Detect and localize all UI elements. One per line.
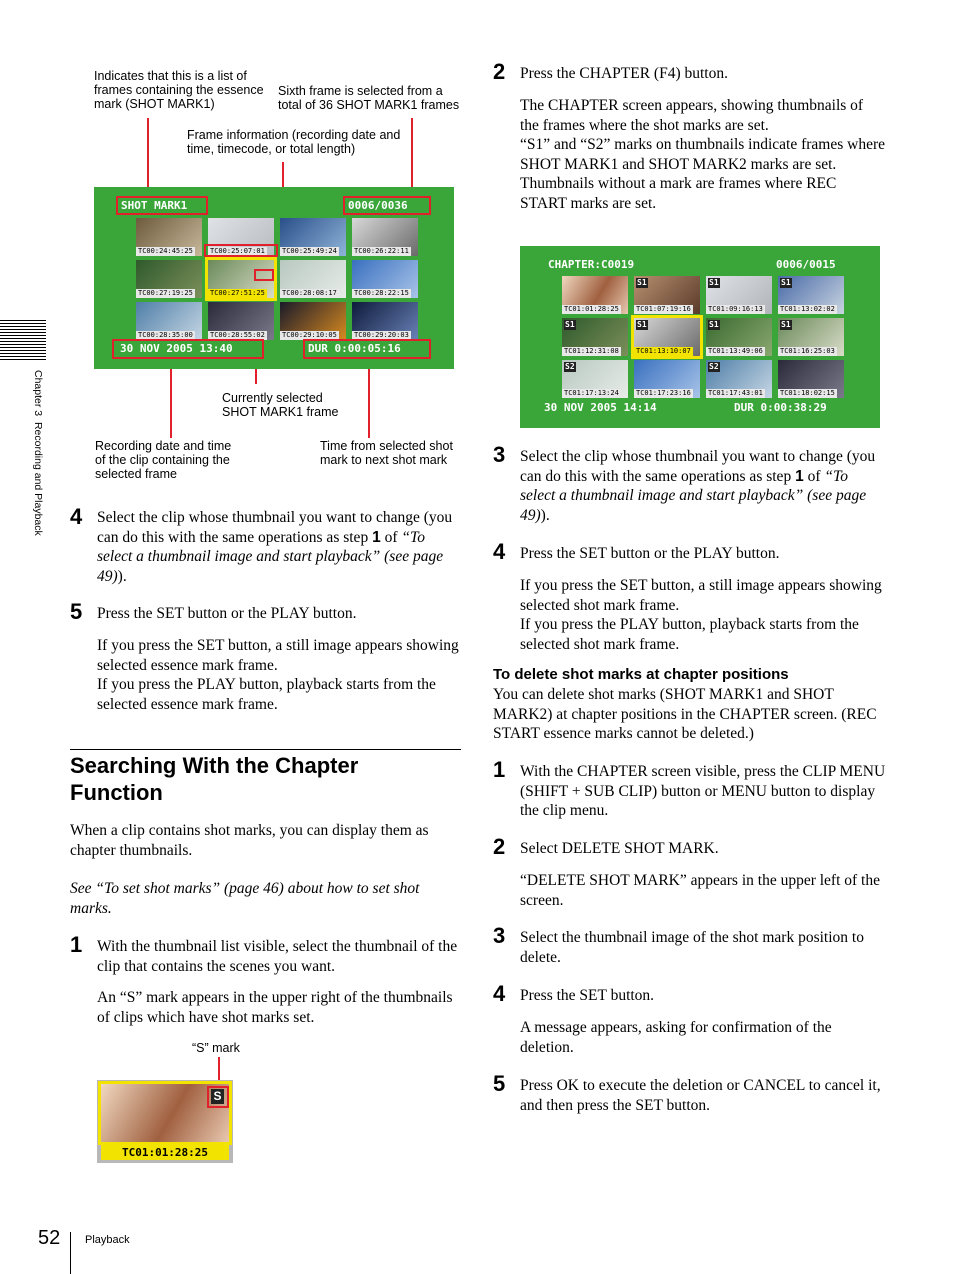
section-rule [70,749,461,750]
chapter-counter: 0006/0015 [776,258,836,271]
shot-mark-badge: S1 [781,278,791,287]
timecode-label: TC01:17:23:16 [636,389,691,397]
step-number: 4 [70,504,83,529]
timecode-label: TC01:01:28:25 [564,305,619,313]
thumbnail-grid [560,274,843,398]
timecode-label: TC01:13:49:06 [708,347,763,355]
thumbnail-grid [134,216,417,340]
footer-section: Playback [85,1234,130,1246]
leader-line [147,118,149,198]
timecode-label: TC01:13:02:02 [780,305,835,313]
callout-sixth-frame: Sixth frame is selected from a total of 36 SHOT MARK1 frames [278,84,460,112]
timecode-label: TC01:01:28:25 [101,1145,229,1160]
step-text: With the thumbnail list visible, select the thumbnail of the clip that contains the scenes you want. [97,938,458,975]
timecode-label: TC01:18:02:15 [780,389,835,397]
step-description: If you press the SET button, a still image appears showing selected shot mark frame. If you press the PLAY button, playback starts from the selected shot mark frame. [520,577,882,653]
timecode-label: TC01:07:19:16 [636,305,691,313]
callout-rec-date: Recording date and time of the clip containing the selected frame [95,439,232,481]
callout-time-next: Time from selected shot mark to next shot mark [320,439,453,467]
step-text: Select the thumbnail image of the shot mark position to delete. [520,929,864,966]
s-mark-thumbnail [97,1080,233,1163]
section-heading: Searching With the Chapter Function [70,753,359,805]
chapter-screen [520,246,880,428]
timecode-label: TC00:28:55:02 [210,331,265,339]
step-number: 1 [70,932,83,957]
shot-mark-badge: S1 [709,320,719,329]
subsection-paragraph: You can delete shot marks (SHOT MARK1 and SHOT MARK2) at chapter positions in the CHAPTER screen. (REC START essence marks cannot be deleted.) [493,686,877,742]
frame-info-box [204,244,278,257]
chapter-side-label: Chapter 3 Recording and Playback [32,370,44,536]
timecode-label: TC01:12:31:08 [564,347,619,355]
step-text: Press the SET button or the PLAY button. [520,545,780,562]
timecode-label: TC00:27:19:25 [138,289,193,297]
timecode-label: TC00:28:35:00 [138,331,193,339]
step-text: With the CHAPTER screen visible, press the CLIP MENU (SHIFT + SUB CLIP) button or MENU button to display the clip menu. [520,763,886,819]
step-number: 1 [493,757,506,782]
s-mark-badge: S [211,1089,224,1104]
chapter-date: 30 NOV 2005 14:14 [544,401,657,414]
timecode-label: TC00:28:22:15 [354,289,409,297]
rec-date: 30 NOV 2005 13:40 [120,342,233,355]
step-text: Select DELETE SHOT MARK. [520,840,719,857]
step-number: 3 [493,442,506,467]
shot-mark-badge: S1 [637,278,647,287]
step-description: If you press the SET button, a still image appears showing selected essence mark frame. If you press the PLAY button, playback starts from the selected essence mark frame. [97,637,459,713]
step-text: Select the clip whose thumbnail you want to change (you can do this with the same operations as step 1 of “To select a thumbnail image and start playback” (see page 49)). [520,448,876,524]
page-number: 52 [38,1227,61,1249]
timecode-label: TC01:13:10:07 [636,347,691,355]
timecode-label: TC00:28:08:17 [282,289,337,297]
timecode-label: TC00:25:07:01 [210,247,265,255]
timecode-label: TC01:16:25:03 [780,347,835,355]
step-text: Select the clip whose thumbnail you want to change (you can do this with the same operations as step 1 of “To select a thumbnail image and start playback” (see page 49)). [97,509,453,585]
intro-paragraph: When a clip contains shot marks, you can display them as chapter thumbnails. [70,822,429,859]
shot-mark-badge: S1 [637,320,647,329]
shot-mark-badge: S2 [565,362,575,371]
timecode-label: TC00:27:51:25 [210,289,265,297]
chapter-tab-stripes [0,320,46,360]
shot-mark-badge: S1 [709,278,719,287]
shot-mark-badge: S1 [781,320,791,329]
step-text: Press OK to execute the deletion or CANCEL to cancel it, and then press the SET button. [520,1077,881,1114]
duration: DUR 0:00:05:16 [308,342,401,355]
step-description: An “S” mark appears in the upper right of the thumbnails of clips which have shot marks set. [97,989,453,1026]
frame-counter: 0006/0036 [348,199,408,212]
shot-mark-badge: S1 [565,320,575,329]
timecode-label: TC00:25:49:24 [282,247,337,255]
shot-mark-badge: S2 [709,362,719,371]
leader-line [411,118,413,198]
subsection-heading: To delete shot marks at chapter positions [493,666,789,683]
timecode-label: TC00:24:45:25 [138,247,193,255]
footer-divider [70,1232,71,1274]
step-number: 5 [493,1071,506,1096]
step-number: 4 [493,539,506,564]
cross-reference-link[interactable]: “To select a thumbnail image and start playback” (see page 49) [97,528,444,585]
step-number: 2 [493,59,506,84]
timecode-label: TC01:17:43:01 [708,389,763,397]
step-number: 2 [493,834,506,859]
timecode-label: TC00:26:22:11 [354,247,409,255]
timecode-label: TC00:29:20:03 [354,331,409,339]
step-description: “DELETE SHOT MARK” appears in the upper left of the screen. [520,872,880,909]
see-note: See “To set shot marks” (page 46) about how to set shot marks. [70,880,420,917]
timecode-label: TC01:17:13:24 [564,389,619,397]
step-number: 5 [70,599,83,624]
callout-frame-info: Frame information (recording date and time, timecode, or total length) [187,128,401,156]
chapter-title: CHAPTER:C0019 [548,258,635,271]
callout-s-mark: “S” mark [192,1041,240,1055]
cross-reference-link[interactable]: “To select a thumbnail image and start playback” (see page 49) [520,467,867,524]
shot-mark-screen [94,187,454,369]
current-frame-box [254,269,274,281]
step-text: Press the CHAPTER (F4) button. [520,65,728,82]
step-description: A message appears, asking for confirmation of the deletion. [520,1019,832,1056]
timecode-label: TC01:09:16:13 [708,305,763,313]
step-text: Press the SET button or the PLAY button. [97,605,357,622]
step-number: 4 [493,981,506,1006]
chapter-duration: DUR 0:00:38:29 [734,401,827,414]
timecode-label: TC00:29:10:05 [282,331,337,339]
callout-current-frame: Currently selected SHOT MARK1 frame [222,391,339,419]
list-type-label: SHOT MARK1 [121,199,188,212]
step-description: The CHAPTER screen appears, showing thumbnails of the frames where the shot marks are set. “S1” and “S2” marks on thumbnails indicate frames where SHOT MARK1 and SHOT MARK2 marks are set. Thumbnails without a mark are frames where REC START marks are set. [520,97,885,212]
step-number: 3 [493,923,506,948]
callout-essence-list: Indicates that this is a list of frames containing the essence mark (SHOT MARK1) [94,69,264,111]
step-text: Press the SET button. [520,987,655,1004]
